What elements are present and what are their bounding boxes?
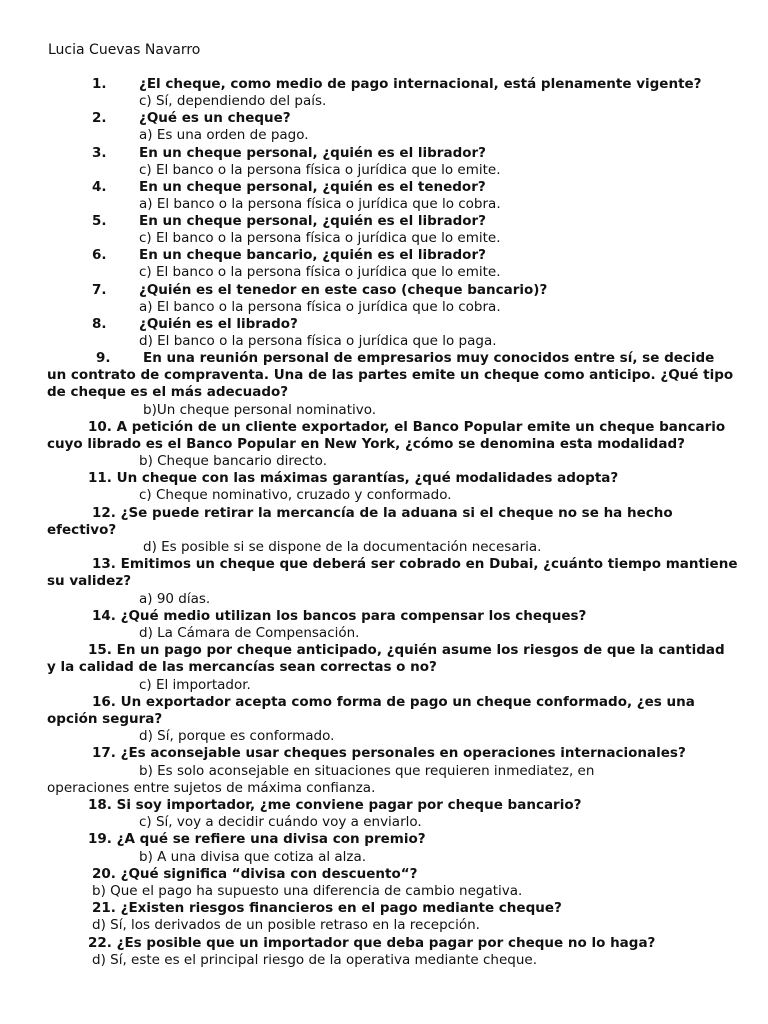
answer-text: c) Sí, dependiendo del país.	[139, 93, 327, 109]
question-text: ¿El cheque, como medio de pago internacional, está plenamente vigente?	[139, 76, 702, 92]
question-text: 14. ¿Qué medio utilizan los bancos para compensar los cheques?	[92, 608, 587, 624]
answer-text: d) El banco o la persona física o jurídica que lo paga.	[139, 333, 497, 349]
question-number: 7.	[92, 282, 107, 298]
answer-text: c) El banco o la persona física o jurídica que lo emite.	[139, 230, 501, 246]
answer-text: c) Sí, voy a decidir cuándo voy a enviarlo.	[139, 814, 422, 830]
question-text: 10. A petición de un cliente exportador, el Banco Popular emite un cheque bancario	[88, 419, 726, 435]
answer-text: d) Sí, porque es conformado.	[139, 728, 335, 744]
author-name: Lucia Cuevas Navarro	[48, 42, 201, 58]
answer-text: d) La Cámara de Compensación.	[139, 625, 360, 641]
answer-text: b) Es solo aconsejable en situaciones que requieren inmediatez, en	[139, 763, 595, 779]
answer-text: a) El banco o la persona física o jurídica que lo cobra.	[139, 299, 501, 315]
answer-text: d) Sí, los derivados de un posible retraso en la recepción.	[92, 917, 480, 933]
question-text: ¿Qué es un cheque?	[139, 110, 291, 126]
answer-text: c) El banco o la persona física o jurídica que lo emite.	[139, 264, 501, 280]
answer-text: d) Es posible si se dispone de la documentación necesaria.	[143, 539, 542, 555]
question-text: 13. Emitimos un cheque que deberá ser cobrado en Dubai, ¿cuánto tiempo mantiene	[92, 556, 738, 572]
question-text: 18. Si soy importador, ¿me conviene pagar por cheque bancario?	[88, 797, 582, 813]
answer-text: b) Cheque bancario directo.	[139, 453, 327, 469]
question-number: 5.	[92, 213, 107, 229]
question-text: cuyo librado es el Banco Popular en New York, ¿cómo se denomina esta modalidad?	[47, 436, 685, 452]
question-number: 2.	[92, 110, 107, 126]
question-text: 21. ¿Existen riesgos financieros en el pago mediante cheque?	[92, 900, 562, 916]
question-text: 11. Un cheque con las máximas garantías, ¿qué modalidades adopta?	[88, 470, 619, 486]
question-number: 6.	[92, 247, 107, 263]
answer-text: a) 90 días.	[139, 591, 211, 607]
answer-text: b) Que el pago ha supuesto una diferencia de cambio negativa.	[92, 883, 523, 899]
question-text: 16. Un exportador acepta como forma de pago un cheque conformado, ¿es una	[92, 694, 695, 710]
question-text: 15. En un pago por cheque anticipado, ¿quién asume los riesgos de que la cantidad	[88, 642, 725, 658]
question-text: efectivo?	[47, 522, 117, 538]
question-text: ¿Quién es el tenedor en este caso (cheque bancario)?	[139, 282, 548, 298]
answer-text: c) Cheque nominativo, cruzado y conformado.	[139, 487, 452, 503]
answer-text: b)Un cheque personal nominativo.	[143, 402, 377, 418]
question-text: 12. ¿Se puede retirar la mercancía de la aduana si el cheque no se ha hecho	[92, 505, 673, 521]
answer-text: c) El importador.	[139, 677, 251, 693]
question-number: 4.	[92, 179, 107, 195]
question-text: de cheque es el más adecuado?	[47, 384, 289, 400]
question-number: 9.	[96, 350, 111, 366]
question-text: En un cheque personal, ¿quién es el tenedor?	[139, 179, 486, 195]
answer-text: a) Es una orden de pago.	[139, 127, 309, 143]
answer-text: d) Sí, este es el principal riesgo de la operativa mediante cheque.	[92, 952, 538, 968]
answer-text: c) El banco o la persona física o jurídica que lo emite.	[139, 162, 501, 178]
answer-text: b) A una divisa que cotiza al alza.	[139, 849, 367, 865]
question-text: En un cheque personal, ¿quién es el librador?	[139, 213, 487, 229]
question-number: 8.	[92, 316, 107, 332]
question-number: 3.	[92, 145, 107, 161]
question-text: 20. ¿Qué significa “divisa con descuento“?	[92, 866, 418, 882]
question-number: 1.	[92, 76, 107, 92]
question-text: 17. ¿Es aconsejable usar cheques personales en operaciones internacionales?	[92, 745, 686, 761]
question-text: y la calidad de las mercancías sean correctas o no?	[47, 659, 437, 675]
question-text: En un cheque bancario, ¿quién es el librador?	[139, 247, 486, 263]
question-text: 19. ¿A qué se refiere una divisa con premio?	[88, 831, 426, 847]
question-text: un contrato de compraventa. Una de las partes emite un cheque como anticipo. ¿Qué tipo	[47, 367, 734, 383]
question-text: su validez?	[47, 573, 132, 589]
answer-text: operaciones entre sujetos de máxima confianza.	[47, 780, 376, 796]
question-text: ¿Quién es el librado?	[139, 316, 298, 332]
question-text: En un cheque personal, ¿quién es el librador?	[139, 145, 487, 161]
question-text: opción segura?	[47, 711, 163, 727]
question-text: 22. ¿Es posible que un importador que deba pagar por cheque no lo haga?	[88, 935, 656, 951]
answer-text: a) El banco o la persona física o jurídica que lo cobra.	[139, 196, 501, 212]
question-text: En una reunión personal de empresarios muy conocidos entre sí, se decide	[143, 350, 715, 366]
